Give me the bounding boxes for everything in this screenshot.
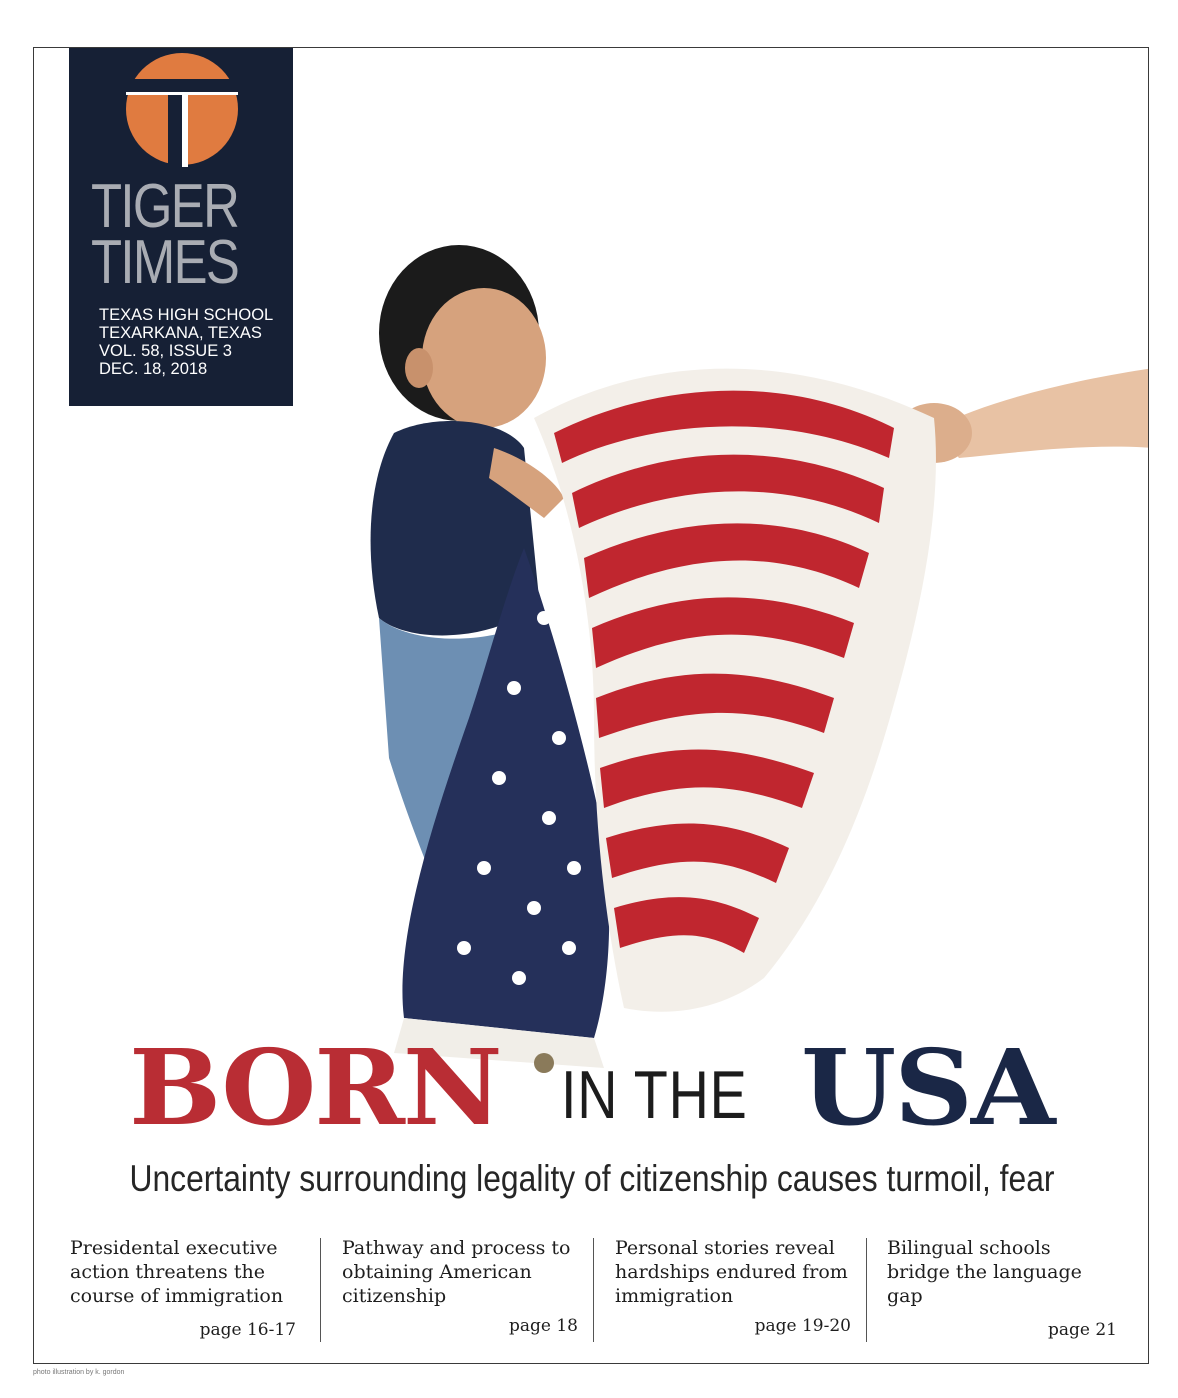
- masthead: [69, 48, 293, 406]
- teaser-bilingual-schools[interactable]: [887, 1236, 1117, 1340]
- teaser-divider: [866, 1238, 867, 1342]
- teaser-text: Pathway and process to obtaining American citizenship: [342, 1237, 571, 1307]
- teaser-divider: [320, 1238, 321, 1342]
- teaser-page: page 16-17: [199, 1320, 296, 1340]
- teaser-citizenship-pathway[interactable]: [342, 1236, 578, 1340]
- teaser-divider: [593, 1238, 594, 1342]
- issue-date: DEC. 18, 2018: [99, 360, 208, 378]
- tt-logo: [124, 51, 240, 167]
- cover-page: [33, 47, 1149, 1364]
- school-location: TEXARKANA, TEXAS: [99, 324, 262, 342]
- teaser-page: page 18: [509, 1316, 578, 1336]
- story-teasers: [64, 1236, 1124, 1346]
- teaser-executive-action[interactable]: [70, 1236, 296, 1340]
- headline: [129, 1026, 1089, 1149]
- teaser-page: page 21: [1048, 1320, 1117, 1340]
- school-name: TEXAS HIGH SCHOOL: [99, 306, 274, 324]
- teaser-page: page 19-20: [754, 1316, 851, 1336]
- masthead-title-line1: TIGER: [91, 172, 239, 241]
- headline-born: BORN: [129, 1026, 501, 1149]
- headline-in-the: IN THE: [561, 1057, 748, 1133]
- headline-usa: USA: [801, 1026, 1054, 1149]
- masthead-info: [99, 306, 273, 378]
- cover-photo-illustration: [294, 218, 1149, 1078]
- teaser-personal-stories[interactable]: [615, 1236, 851, 1340]
- teaser-text: Bilingual schools bridge the language gap: [887, 1237, 1082, 1307]
- teaser-text: Presidental executive action threatens the course of immigration: [70, 1237, 284, 1307]
- teaser-text: Personal stories reveal hardships endured from immigration: [615, 1237, 848, 1307]
- masthead-title-line2: TIMES: [91, 228, 239, 297]
- photo-credit: photo illustration by k. gordon: [33, 1369, 125, 1376]
- volume-issue: VOL. 58, ISSUE 3: [99, 342, 232, 360]
- subheadline: Uncertainty surrounding legality of citizenship causes turmoil, fear: [129, 1158, 1055, 1199]
